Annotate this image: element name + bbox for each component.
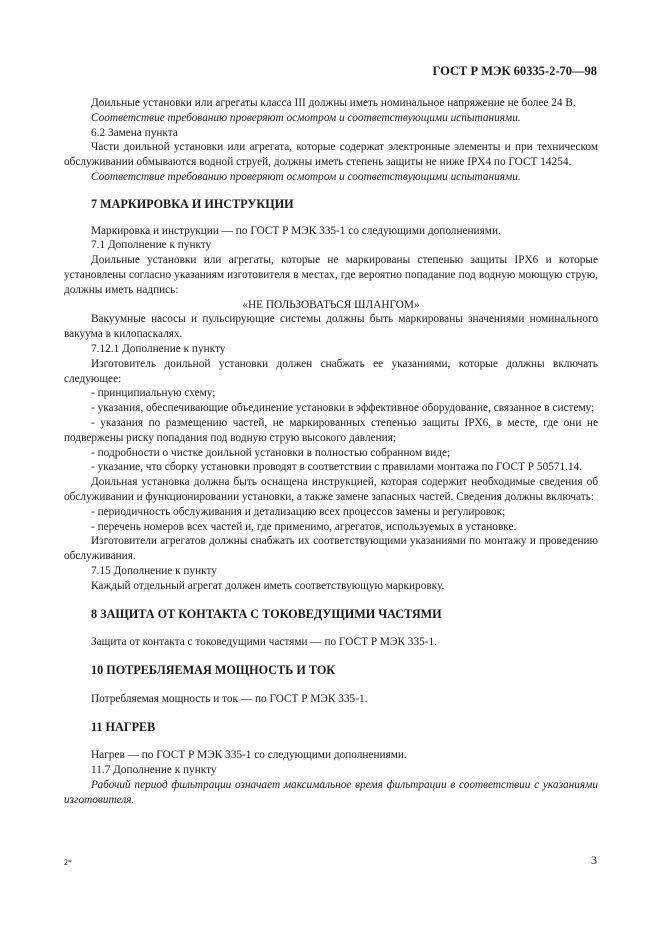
paragraph: Каждый отдельный агрегат должен иметь соответствующую маркировку. (91, 579, 445, 592)
clause-heading: 7.12.1 Дополнение к пункту (91, 342, 226, 355)
list-item: - указание, что сборку установки проводят в соответствии с правилами монтажа по ГОСТ Р 50571.14. (91, 461, 583, 474)
list-item: - указания по размещению частей, не маркированных степенью защиты IPX6, в месте, где они не подвержены риску попадания под водную струю высокого давления; (64, 416, 598, 444)
list-item: - перечень номеров всех частей и, где применимо, агрегатов, используемых в установке. (91, 520, 517, 533)
paragraph: Части доильной установки или агрегата, которые содержат электронные элементы и при техническом обслуживании обмываются водной струей, должны иметь степень защиты не ниже IPX4 по ГОСТ 14254. (64, 141, 598, 169)
section-heading: 7 МАРКИРОВКА И ИНСТРУКЦИИ (91, 196, 294, 211)
definition-paragraph: Рабочий период фильтрации означает максимальное время фильтрации в соответствии с указаниями изготовителя. (64, 779, 598, 806)
list-item: - указания, обеспечивающие объединение установки в эффективное оборудование, связанное в систему; (91, 402, 595, 415)
section-heading: 11 НАГРЕВ (91, 719, 156, 734)
paragraph: Защита от контакта с токоведущими частями — по ГОСТ Р МЭК 335-1. (91, 636, 437, 649)
compliance-note: Соответствие требованию проверяют осмотром и соответствующими испытаниями. (91, 111, 521, 124)
paragraph: Изготовитель доильной установки должен снабжать ее указаниями, которые должны включать следующее: (64, 357, 598, 385)
list-item: - периодичность обслуживания и детализацию всех процессов замены и регулировок; (91, 505, 506, 518)
paragraph: Доильные установки или агрегаты класса III должны иметь номинальное напряжение не более 24 В. (91, 97, 576, 109)
paragraph: Вакуумные насосы и пульсирующие системы должны быть маркированы значениями номинального вакуума в килопаскалях. (64, 313, 598, 341)
clause-heading: 11.7 Дополнение к пункту (91, 764, 217, 777)
clause-heading: 7.15 Дополнение к пункту (91, 564, 217, 577)
paragraph: Доильные установки или агрегаты, которые не маркированы степенью защиты IPX6 и которые установлены согласно указаниям изготовителя в местах, где вероятно попадание под водную моющую струю, должны иметь надпись: (64, 254, 598, 296)
document-body (64, 96, 598, 808)
clause-heading: 7.1 Дополнение к пункту (91, 239, 212, 252)
compliance-note: Соответствие требованию проверяют осмотром и соответствующими испытаниями. (91, 170, 521, 183)
section-heading: 10 ПОТРЕБЛЯЕМАЯ МОЩНОСТЬ И ТОК (91, 663, 336, 678)
paragraph: Нагрев — по ГОСТ Р МЭК 335-1 со следующими дополнениями. (91, 749, 407, 762)
paragraph: Маркировка и инструкции — по ГОСТ Р МЭК 335-1 со следующими дополнениями. (91, 224, 501, 237)
list-item: - принципиальную схему; (91, 387, 216, 400)
list-item: - подробности о чистке доильной установки в полностью собранном виде; (91, 446, 451, 459)
paragraph: Потребляемая мощность и ток — по ГОСТ Р МЭК 335-1. (91, 692, 368, 705)
standard-designation: ГОСТ Р МЭК 60335-2-70—98 (432, 64, 597, 78)
warning-inscription: «НЕ ПОЛЬЗОВАТЬСЯ ШЛАНГОМ» (242, 298, 420, 311)
paragraph: Доильная установка должна быть оснащена инструкцией, которая содержит необходимые сведения об обслуживании и функционировании установки, а также замене запасных частей. Сведения должны включать: (64, 476, 598, 503)
paragraph: Изготовители агрегатов должны снабжать их соответствующими указаниями по монтажу и проведению обслуживания. (64, 535, 598, 563)
clause-heading: 6.2 Замена пункта (91, 126, 178, 139)
page-number: 3 (591, 853, 597, 867)
section-heading: 8 ЗАЩИТА ОТ КОНТАКТА С ТОКОВЕДУЩИМИ ЧАСТЯМИ (91, 606, 442, 621)
printer-signature-mark: 2* (64, 858, 72, 867)
